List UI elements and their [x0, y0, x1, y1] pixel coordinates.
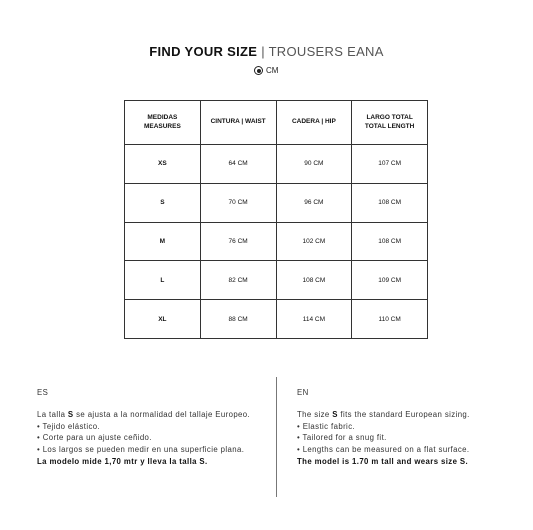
hip-cell: 102 CM: [276, 222, 352, 261]
length-cell: 110 CM: [352, 300, 428, 339]
length-cell: 109 CM: [352, 261, 428, 300]
hip-cell: 96 CM: [276, 183, 352, 222]
page-title: [0, 44, 533, 59]
table-header-row: [125, 101, 428, 145]
english-notes: [297, 387, 522, 468]
size-label: XS: [125, 145, 201, 184]
header-hip: CADERA | HIP: [276, 101, 352, 145]
sizing-note-es: La talla S se ajusta a la normalidad del tallaje Europeo.: [37, 409, 251, 419]
model-note-en: The model is 1.70 m tall and wears size S.: [297, 456, 469, 466]
spanish-notes: [37, 387, 262, 468]
bullet-es-3: • Los largos se pueden medir en una superficie plana.: [37, 445, 245, 455]
model-note-es: La modelo mide 1,70 mtr y lleva la talla S.: [37, 456, 208, 466]
unit-label: CM: [266, 66, 279, 75]
bullet-es-1: • Tejido elástico.: [37, 421, 101, 431]
hip-cell: 90 CM: [276, 145, 352, 184]
length-cell: 108 CM: [352, 183, 428, 222]
sizing-note-en: The size S fits the standard European sizing.: [297, 409, 470, 419]
table-row: [125, 145, 428, 184]
header-length: LARGO TOTAL TOTAL LENGTH: [352, 101, 428, 145]
size-label: XL: [125, 300, 201, 339]
header-waist: CINTURA | WAIST: [200, 101, 276, 145]
radio-selected-icon[interactable]: [254, 66, 263, 75]
size-label: S: [125, 183, 201, 222]
header-measures: MEDIDAS MEASURES: [125, 101, 201, 145]
title-product: TROUSERS EANA: [268, 44, 384, 59]
waist-cell: 88 CM: [200, 300, 276, 339]
waist-cell: 64 CM: [200, 145, 276, 184]
length-cell: 107 CM: [352, 145, 428, 184]
table-row: [125, 222, 428, 261]
title-main: FIND YOUR SIZE: [149, 44, 258, 59]
table-row: [125, 183, 428, 222]
lang-label-es: ES: [37, 388, 49, 397]
waist-cell: 82 CM: [200, 261, 276, 300]
bullet-es-2: • Corte para un ajuste ceñido.: [37, 433, 152, 443]
bullet-en-3: • Lengths can be measured on a flat surface.: [297, 445, 470, 455]
length-cell: 108 CM: [352, 222, 428, 261]
waist-cell: 76 CM: [200, 222, 276, 261]
bullet-en-1: • Elastic fabric.: [297, 421, 356, 431]
column-divider: [276, 377, 277, 497]
size-table: [124, 100, 428, 339]
size-label: M: [125, 222, 201, 261]
size-label: L: [125, 261, 201, 300]
waist-cell: 70 CM: [200, 183, 276, 222]
hip-cell: 108 CM: [276, 261, 352, 300]
title-separator: |: [261, 44, 265, 59]
hip-cell: 114 CM: [276, 300, 352, 339]
unit-selector[interactable]: [254, 66, 278, 75]
table-row: [125, 261, 428, 300]
lang-label-en: EN: [297, 388, 309, 397]
table-row: [125, 300, 428, 339]
bullet-en-2: • Tailored for a snug fit.: [297, 433, 387, 443]
